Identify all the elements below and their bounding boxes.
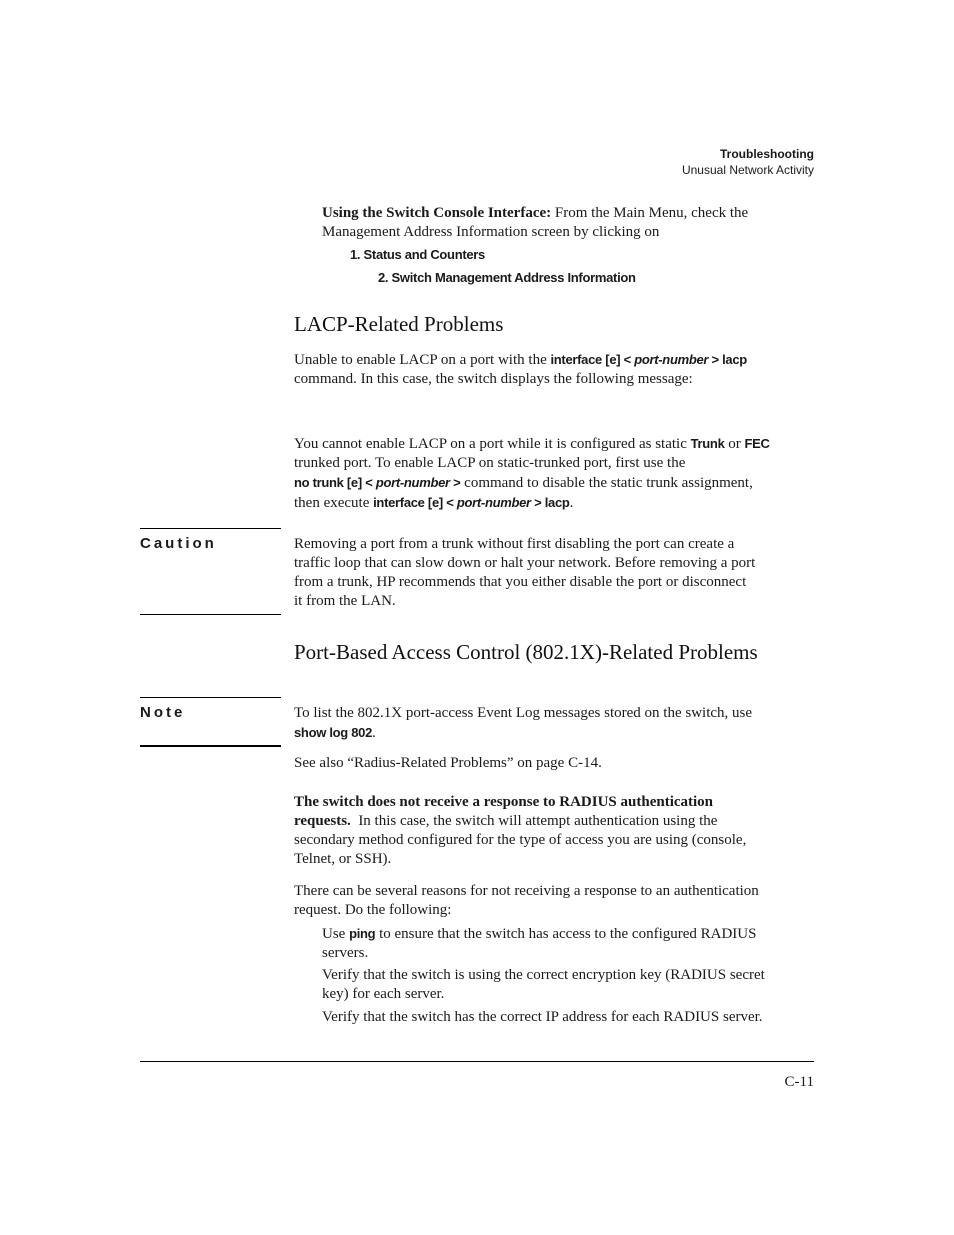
- menu-step-2: 2. Switch Management Address Information: [378, 270, 636, 285]
- bullet-text: Verify that the switch has the correct IP address for each RADIUS server.: [322, 1009, 763, 1025]
- bullet-text: to ensure that the switch has access to the configured RADIUS: [375, 926, 757, 942]
- period: .: [569, 495, 574, 511]
- caution-line: from a trunk, HP recommends that you either disable the port or disconnect: [294, 574, 747, 590]
- bullet-text: servers.: [322, 945, 369, 961]
- lacp-paragraph-1: [294, 350, 824, 389]
- page-number: C-11: [784, 1074, 814, 1090]
- lacp-p1-line2: command. In this case, the switch displays the following message:: [294, 371, 693, 387]
- cmd-part: >: [449, 475, 461, 490]
- cmd-param: port-number: [456, 495, 531, 510]
- note-top-rule: [140, 697, 281, 698]
- caution-text: [294, 535, 824, 611]
- reasons-text: request. Do the following:: [294, 902, 452, 918]
- bullet-text: Use: [322, 926, 350, 942]
- radius-lead: The switch does not receive a response to RADIUS authentication: [294, 794, 714, 810]
- bullet-text: Verify that the switch is using the correct encryption key (RADIUS secret: [322, 967, 765, 983]
- note-line: To list the 802.1X port-access Event Log messages stored on the switch, use: [294, 705, 753, 721]
- fec-keyword: FEC: [744, 436, 770, 451]
- no-trunk-cmd: [294, 475, 460, 490]
- cmd-param: port-number: [634, 352, 709, 367]
- lacp-heading: LACP-Related Problems: [294, 312, 504, 336]
- cmd-part: interface [e] <: [550, 352, 635, 367]
- note-label: Note: [140, 704, 186, 721]
- lacp-p2-line3: command to disable the static trunk assignment,: [460, 475, 753, 491]
- reasons-paragraph: [294, 882, 824, 920]
- cmd-part: no trunk [e] <: [294, 475, 376, 490]
- dot1x-heading: Port-Based Access Control (802.1X)-Related Problems: [294, 640, 758, 664]
- see-also-text: See also “Radius-Related Problems” on page C-14.: [294, 755, 602, 771]
- menu-step-1: 1. Status and Counters: [350, 247, 485, 262]
- ping-cmd: ping: [349, 926, 376, 941]
- footer-rule: [140, 1061, 814, 1062]
- radius-text: Telnet, or SSH).: [294, 851, 392, 867]
- lacp-p2-text: You cannot enable LACP on a port while it is configured as static: [294, 436, 691, 452]
- console-lead-text-2: Management Address Information screen by clicking on: [322, 224, 660, 240]
- lacp-p2-line2: trunked port. To enable LACP on static-trunked port, first use the: [294, 455, 686, 471]
- radius-text: secondary method configured for the type of access you are using (console,: [294, 832, 747, 848]
- caution-line: it from the LAN.: [294, 593, 396, 609]
- lacp-p2-line4: then execute: [294, 495, 374, 511]
- interface-lacp-cmd: [373, 495, 569, 510]
- note-text: [294, 704, 824, 743]
- lacp-paragraph-2: [294, 434, 824, 513]
- cmd-part: > lacp: [530, 495, 570, 510]
- console-instructions: [322, 204, 822, 242]
- cmd-param: port-number: [375, 475, 450, 490]
- bullet-text: key) for each server.: [322, 986, 445, 1002]
- running-header-subsection: Unusual Network Activity: [681, 163, 814, 177]
- cmd-part: > lacp: [708, 352, 747, 367]
- lacp-p2-or: or: [724, 436, 745, 452]
- console-lead-text: From the Main Menu, check the: [551, 205, 749, 221]
- note-bottom-rule: [140, 745, 281, 747]
- radius-text: In this case, the switch will attempt authentication using the: [350, 813, 718, 829]
- caution-bottom-rule: [140, 614, 281, 615]
- bullet-ip: [322, 1008, 822, 1027]
- show-log-cmd: show log 802: [294, 725, 373, 740]
- trunk-keyword: Trunk: [690, 436, 725, 451]
- radius-paragraph: [294, 793, 824, 869]
- bullet-key: [322, 966, 822, 1004]
- lacp-p1-cmd: [550, 352, 746, 367]
- caution-label: Caution: [140, 535, 217, 552]
- lacp-p1-text: Unable to enable LACP on a port with the: [294, 352, 551, 368]
- console-lead: Using the Switch Console Interface:: [322, 205, 552, 221]
- caution-line: traffic loop that can slow down or halt your network. Before removing a port: [294, 555, 756, 571]
- running-header-section: Troubleshooting: [720, 147, 814, 161]
- radius-lead-end: requests.: [294, 813, 351, 829]
- caution-top-rule: [140, 528, 281, 529]
- reasons-text: There can be several reasons for not receiving a response to an authentication: [294, 883, 759, 899]
- cmd-part: interface [e] <: [373, 495, 457, 510]
- caution-line: Removing a port from a trunk without first disabling the port can create a: [294, 536, 735, 552]
- period: .: [372, 725, 376, 741]
- bullet-ping: [322, 924, 822, 963]
